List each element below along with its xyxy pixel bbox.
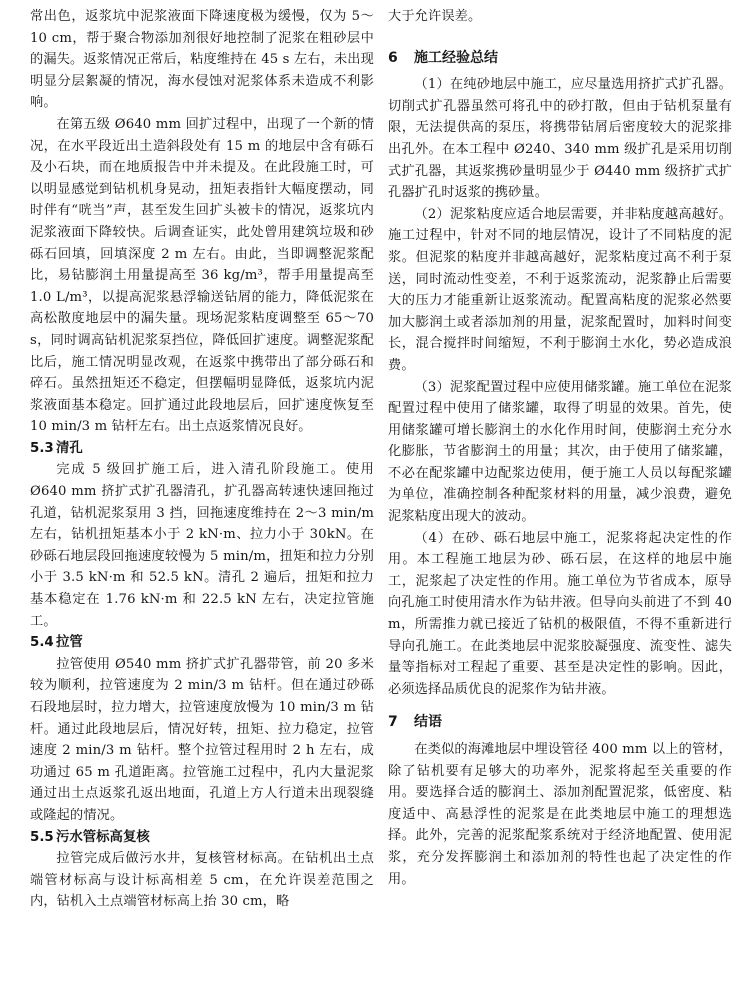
section-5-4-paragraph: 拉管使用 Ø540 mm 挤扩式扩孔器带管，前 20 多米较为顺利，拉管速度为 2 min/3 m 钻杆。但在通过砂砾石段地层时，拉力增大，拉管速度放慢为 10 min/3 m 钻杆。通过此段地层后，情况好转，扭矩、拉力稳定，拉管速度 2 min/3 m 钻杆。整个拉管过程用时 2 h 左右，成功通过 65 m 孔道距离。拉管施工过程中，孔内大量泥浆通过出土点返浆孔返出地面，孔道上方人行道未出现裂缝或隆起的情况。 (30, 656, 374, 823)
section-title: 清孔 (56, 440, 83, 456)
section-7-paragraph: 在类似的海滩地层中埋设管径 400 mm 以上的管材，除了钻机要有足够大的功率外，泥浆将起至关重要的作用。要选择合适的膨润土、添加剂配置泥浆，低密度、粘度适中、高悬浮性的泥浆是在此类地层中施工的理想选择。此外，完善的泥浆配浆系统对于经济地配置、使用泥浆，充分发挥膨润土和添加剂的特性也起了决定性的作用。 (388, 742, 732, 887)
section-number: 5.4 (30, 635, 54, 651)
section-title: 施工经验总结 (414, 49, 498, 66)
section-5-5-paragraph: 拉管完成后做污水井，复核管材标高。在钻机出土点端管材标高与设计标高相差 5 cm，在允许误差范围之内，钻机入土点端管材标高上抬 30 cm，略 (30, 851, 374, 910)
section-title: 拉管 (56, 635, 83, 651)
section-number: 7 (388, 714, 398, 731)
section-5-5-heading (30, 827, 374, 849)
section-number: 5.5 (30, 829, 54, 845)
carry-over-text: 大于允许误差。 (388, 9, 482, 24)
section-title: 结语 (414, 714, 442, 731)
right-column (388, 6, 732, 890)
section-title: 污水管标高复核 (56, 829, 150, 845)
left-column (30, 6, 374, 913)
section-6-item-2: （2）泥浆粘度应适合地层需要，并非粘度越高越好。施工过程中，针对不同的地层情况，设计了不同粘度的泥浆。但泥浆的粘度并非越高越好，泥浆粘度过高不利于泵送，同时流动性变差，不利于返浆流动，泥浆静止后需要大的压力才能重新让返浆流动。配置高粘度的泥浆必然要加大膨润土或者添加剂的用量，泥浆配置时，加料时间变长，混合搅拌时间缩短，不利于膨润土水化，势必造成浪费。 (388, 206, 732, 373)
section-6-item-4: （4）在砂、砾石地层中施工，泥浆将起决定性的作用。本工程施工地层为砂、砾石层，在这样的地层中施工，泥浆起了决定性的作用。施工单位为节省成本，原导向孔施工时使用清水作为钻井液。但导向头前进了不到 40 m，所需推力就已接近了钻机的极限值，不得不重新进行导向孔施工。在此类地层中泥浆胶凝强度、流变性、滤失量等指标对工程起了重要、甚至是决定性的影响。因此，必须选择品质优良的泥浆作为钻井液。 (388, 530, 732, 697)
section-6-item-3: （3）泥浆配置过程中应使用储浆罐。施工单位在泥浆配置过程中使用了储浆罐，取得了明显的效果。首先，使用储浆罐可增长膨润土的水化作用时间，使膨润土充分水化膨胀，节省膨润土的用量；其次，由于使用了储浆罐，不必在配浆罐中边配浆边使用，便于施工人员以每配浆罐为单位，准确控制各种配浆材料的用量，减少浪费，避免泥浆粘度出现大的波动。 (388, 379, 732, 525)
section-5-4-heading (30, 632, 374, 654)
section-7-heading (388, 712, 732, 734)
intro-paragraph: 常出色，返浆坑中泥浆液面下降速度极为缓慢，仅为 5～10 cm，帮于聚合物添加剂很好地控制了泥浆在粗砂层中的漏失。返浆情况正常后，粘度维持在 45 s 左右，未出现明显分层絮凝的情况，海水侵蚀对泥浆体系未造成不利影响。 (30, 9, 374, 111)
section-number: 6 (388, 49, 398, 66)
section-6-heading (388, 48, 732, 70)
section-number: 5.3 (30, 440, 54, 456)
section-6-item-1: （1）在纯砂地层中施工，应尽量选用挤扩式扩孔器。切削式扩孔器虽然可将孔中的砂打散，但由于钻机泵量有限，无法提供高的泵压，将携带钻屑后密度较大的泥浆排出孔外。在本工程中 Ø240、340 mm 级扩孔是采用切削式扩孔器，其返浆携砂量明显少于 Ø440 mm 级挤扩式扩孔器扩孔时返浆的携砂量。 (388, 77, 732, 201)
section-5-3-paragraph: 完成 5 级回扩施工后，进入清孔阶段施工。使用 Ø640 mm 挤扩式扩孔器清孔，扩孔器高转速快速回拖过孔道，钻机泥浆泵用 3 挡，回拖速度维持在 2～3 min/m 左右，钻机扭矩基本小于 2 kN·m、拉力小于 30kN。在砂砾石地层段回拖速度较慢为 5 min/m，扭矩和拉力分别小于 3.5 kN·m 和 52.5 kN。清孔 2 遍后，扭矩和拉力基本稳定在 1.76 kN·m 和 22.5 kN 左右，决定拉管施工。 (30, 462, 374, 629)
fifth-stage-paragraph: 在第五级 Ø640 mm 回扩过程中，出现了一个新的情况，在水平段近出土造斜段处有 15 m 的地层中含有砾石及小石块，而在地质报告中并未提及。在此段施工时，可以明显感觉到钻机机身晃动，扭矩表指针大幅度摆动，同时伴有“咣当”声，甚至发生回扩头被卡的情况，返浆坑内泥浆液面下降较快。后调查证实，此处曾用建筑垃圾和砂砾石回填，回填深度 2 m 左右。由此，当即调整泥浆配比，易钻膨润土用量提高至 36 kg/m³，帮手用量提高至 1.0 L/m³，以提高泥浆悬浮输送钻屑的能力，降低泥浆在高松散度地层中的漏失量。现场泥浆粘度调整至 65～70 s，同时调高钻机泥浆泵挡位，降低回扩速度。调整泥浆配比后，施工情况明显改观，在返浆中携带出了部分砾石和碎石。虽然扭矩还不稳定，但摆幅明显降低，返浆坑内泥浆液面基本稳定。回扩通过此段地层后，回扩速度恢复至 10 min/3 m 钻杆左右。出土点返浆情况良好。 (30, 116, 374, 435)
section-5-3-heading (30, 438, 374, 460)
